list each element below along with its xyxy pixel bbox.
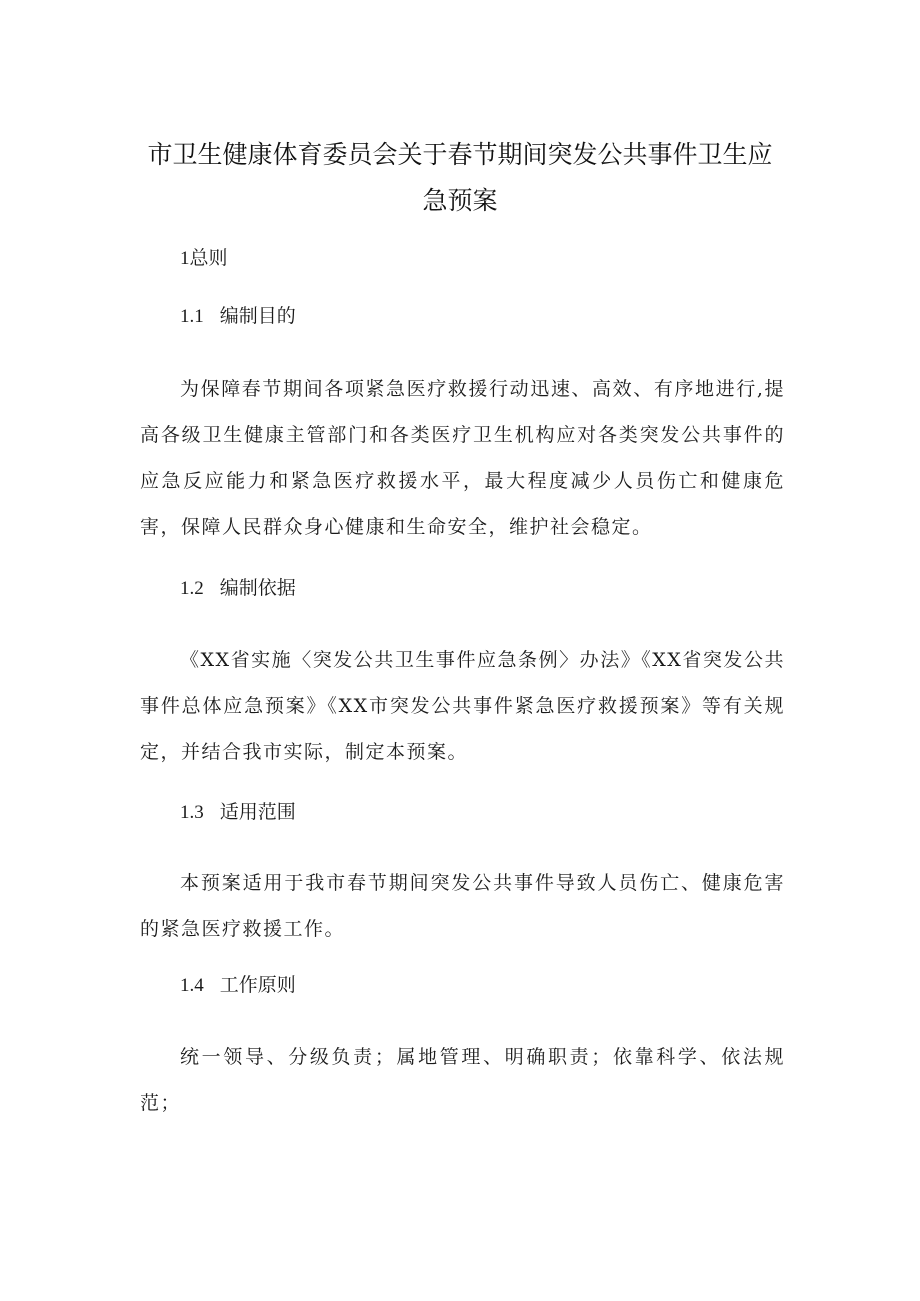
document-title-line-1: 市卫生健康体育委员会关于春节期间突发公共事件卫生应 <box>147 140 773 169</box>
section-label: 总则 <box>189 247 228 269</box>
section-heading-1-1 <box>180 301 296 332</box>
section-number: 1 <box>180 248 190 269</box>
section-number: 1.2 <box>180 578 204 599</box>
section-heading-1-2 <box>180 573 296 604</box>
section-label: 编制目的 <box>219 305 296 327</box>
section-heading-1-3 <box>180 797 296 828</box>
paragraph-basis: 《XX省实施〈突发公共卫生事件应急条例〉办法》《XX省突发公共事件总体应急预案》《XX市突发公共事件紧急医疗救援预案》等有关规定，并结合我市实际，制定本预案。 <box>140 649 785 763</box>
section-heading-1 <box>180 243 228 274</box>
document-title-line-2: 急预案 <box>422 186 498 215</box>
paragraph-scope: 本预案适用于我市春节期间突发公共事件导致人员伤亡、健康危害的紧急医疗救援工作。 <box>140 872 785 940</box>
section-number: 1.4 <box>180 975 204 996</box>
section-label: 工作原则 <box>219 974 296 996</box>
paragraph-purpose: 为保障春节期间各项紧急医疗救援行动迅速、高效、有序地进行,提高各级卫生健康主管部门和各类医疗卫生机构应对各类突发公共事件的应急反应能力和紧急医疗救援水平，最大程度减少人员伤亡和健康危害，保障人民群众身心健康和生命安全，维护社会稳定。 <box>140 378 785 538</box>
section-number: 1.1 <box>180 306 204 327</box>
paragraph-principles: 统一领导、分级负责；属地管理、明确职责；依靠科学、依法规范； <box>140 1046 785 1114</box>
section-number: 1.3 <box>180 802 204 823</box>
section-label: 编制依据 <box>219 577 296 599</box>
section-heading-1-4 <box>180 970 296 1001</box>
section-label: 适用范围 <box>219 801 296 823</box>
